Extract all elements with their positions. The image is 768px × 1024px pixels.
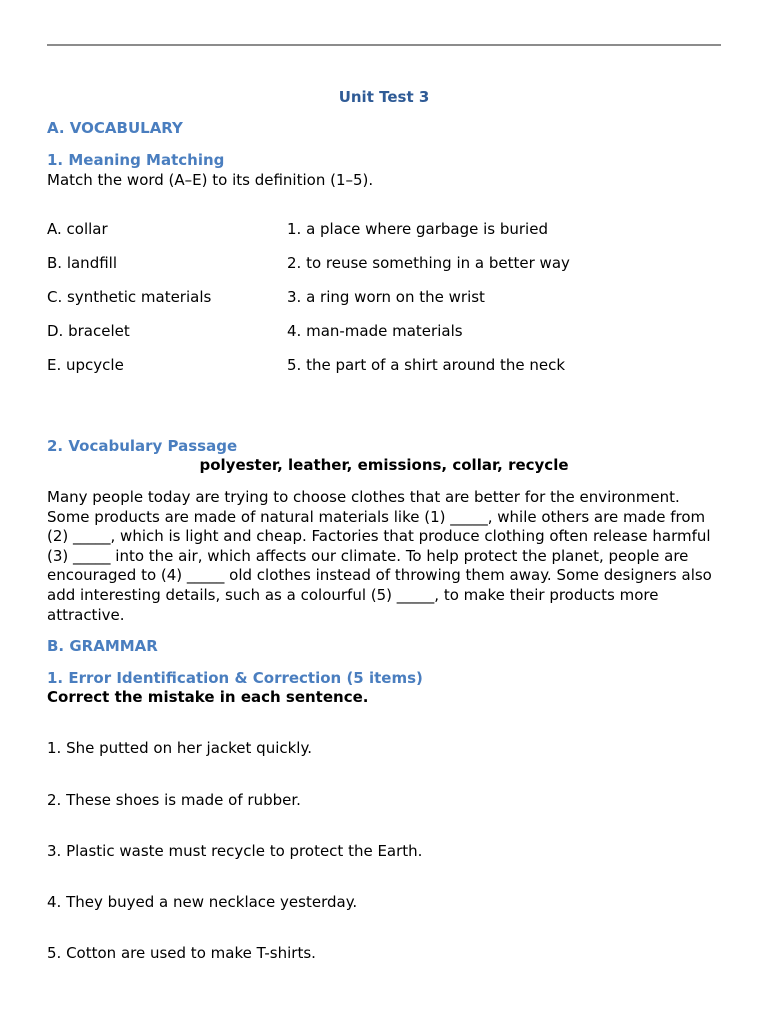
document-title: Unit Test 3: [338, 88, 430, 106]
meaning-matching-instruction: Match the word (A–E) to its definition (1–5).: [47, 171, 374, 189]
matching-definition: 2. to reuse something in a better way: [287, 254, 570, 272]
section-a-heading: A. VOCABULARY: [47, 119, 183, 137]
error-item: 4. They buyed a new necklace yesterday.: [47, 893, 358, 911]
matching-word: A. collar: [47, 220, 108, 238]
section-b-heading: B. GRAMMAR: [47, 637, 158, 655]
meaning-matching-heading: 1. Meaning Matching: [47, 151, 225, 169]
matching-definition: 1. a place where garbage is buried: [287, 220, 548, 238]
matching-word: E. upcycle: [47, 356, 124, 374]
error-item: 1. She putted on her jacket quickly.: [47, 739, 312, 757]
matching-definition: 4. man-made materials: [287, 322, 463, 340]
vocabulary-passage: Many people today are trying to choose clothes that are better for the environment. Some products are made of natural materials like (1) _____, while others are made from (2) _____, which is light and cheap. Factories that produce clothing often release harmful (3) _____ into the air, which affects our climate. To help protect the planet, people are encouraged to (4) _____ old clothes instead of throwing them away. Some designers also add interesting details, such as a colourful (5) _____, to make their products more attractive.: [47, 488, 712, 624]
matching-word: D. bracelet: [47, 322, 130, 340]
error-correction-instruction: Correct the mistake in each sentence.: [47, 688, 369, 706]
matching-definition: 3. a ring worn on the wrist: [287, 288, 485, 306]
error-item: 5. Cotton are used to make T-shirts.: [47, 944, 316, 962]
word-bank: polyester, leather, emissions, collar, recycle: [199, 456, 569, 474]
error-item: 2. These shoes is made of rubber.: [47, 791, 301, 809]
error-correction-heading: 1. Error Identification & Correction (5 items): [47, 669, 423, 687]
matching-word: B. landfill: [47, 254, 117, 272]
matching-definition: 5. the part of a shirt around the neck: [287, 356, 566, 374]
vocabulary-passage-heading: 2. Vocabulary Passage: [47, 437, 238, 455]
matching-word: C. synthetic materials: [47, 288, 212, 306]
error-item: 3. Plastic waste must recycle to protect the Earth.: [47, 842, 423, 860]
header-divider: [47, 44, 721, 46]
